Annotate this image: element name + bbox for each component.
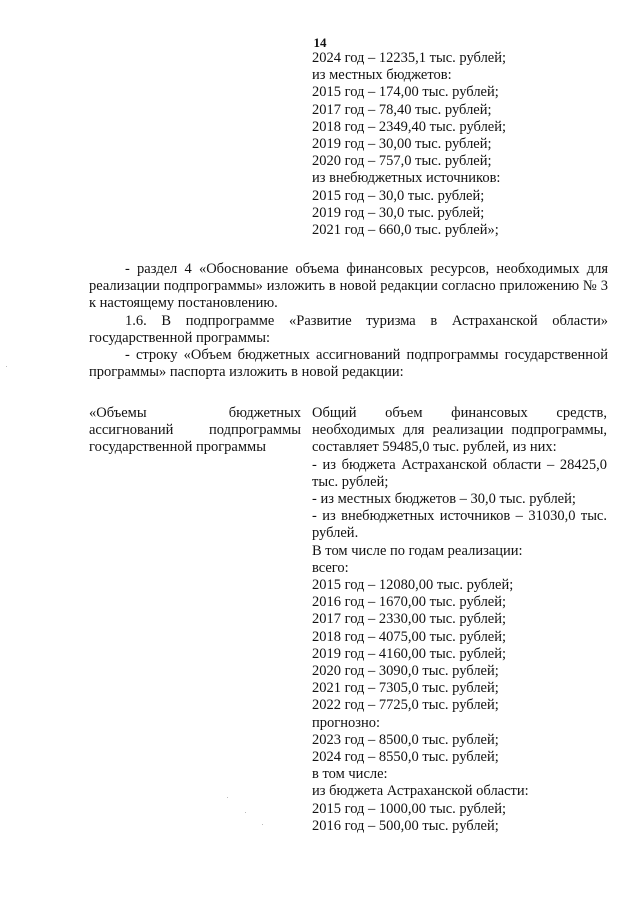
scan-speck	[6, 366, 7, 367]
funding-regional: - из бюджета Астраханской области – 28425,0 тыс. рублей;	[312, 456, 607, 490]
value-line: 2016 год – 1670,00 тыс. рублей;	[312, 594, 507, 611]
list-line: из внебюджетных источников:	[312, 170, 501, 187]
funding-local: - из местных бюджетов – 30,0 тыс. рублей;	[312, 491, 576, 508]
list-line: 2020 год – 757,0 тыс. рублей;	[312, 153, 492, 170]
list-line: 2019 год – 30,00 тыс. рублей;	[312, 136, 492, 153]
list-line: 2021 год – 660,0 тыс. рублей»;	[312, 222, 499, 239]
value-line: 2015 год – 12080,00 тыс. рублей;	[312, 577, 514, 594]
list-line: 2015 год – 30,0 тыс. рублей;	[312, 187, 485, 204]
total-funding-text: Общий объем финансовых средств, необходимых для реализации подпрограммы, составляет 59485,0 тыс. рублей, из них:	[312, 405, 607, 456]
list-line: из местных бюджетов:	[312, 67, 452, 84]
value-line: 2017 год – 2330,00 тыс. рублей;	[312, 611, 507, 628]
value-line: из бюджета Астраханской области:	[312, 783, 529, 800]
value-line: всего:	[312, 559, 349, 576]
list-line: 2015 год – 174,00 тыс. рублей;	[312, 84, 499, 101]
list-line: 2024 год – 12235,1 тыс. рублей;	[312, 50, 507, 66]
value-line: 2016 год – 500,00 тыс. рублей;	[312, 817, 499, 834]
table-row-value	[312, 405, 607, 835]
value-line: 2020 год – 3090,0 тыс. рублей;	[312, 663, 499, 680]
table-row-label: «Объемы бюджетных ассигнований подпрограммы государственной программы	[89, 405, 301, 456]
value-line: в том числе:	[312, 766, 388, 783]
body-text	[89, 261, 608, 381]
scan-speck	[245, 812, 246, 813]
value-line: 2022 год – 7725,0 тыс. рублей;	[312, 697, 499, 714]
value-line: прогнозно:	[312, 714, 380, 731]
funding-extrabudgetary: - из внебюджетных источников – 31030,0 тыс. рублей.	[312, 508, 607, 542]
value-line: 2021 год – 7305,0 тыс. рублей;	[312, 680, 499, 697]
list-line: 2017 год – 78,40 тыс. рублей;	[312, 101, 492, 118]
paragraph-1-6: 1.6. В подпрограмме «Развитие туризма в Астраханской области» государственной программы:	[89, 312, 608, 346]
page-number: 14	[313, 35, 327, 50]
list-line: 2019 год – 30,0 тыс. рублей;	[312, 204, 485, 221]
value-line: 2019 год – 4160,00 тыс. рублей;	[312, 645, 507, 662]
value-line: 2015 год – 1000,00 тыс. рублей;	[312, 800, 507, 817]
paragraph-passport-row: - строку «Объем бюджетных ассигнований подпрограммы государственной программы» паспорта изложить в новой редакции:	[89, 347, 608, 381]
paragraph-section-4: - раздел 4 «Обоснование объема финансовых ресурсов, необходимых для реализации подпрограммы» изложить в новой редакции согласно приложению № 3 к настоящему постановлению.	[89, 261, 608, 312]
funding-list-continued	[312, 50, 612, 239]
scan-speck	[262, 824, 263, 825]
value-line: 2024 год – 8550,0 тыс. рублей;	[312, 749, 499, 766]
value-line: В том числе по годам реализации:	[312, 542, 523, 559]
value-line: 2023 год – 8500,0 тыс. рублей;	[312, 731, 499, 748]
value-line: 2018 год – 4075,00 тыс. рублей;	[312, 628, 507, 645]
scan-speck	[227, 797, 228, 798]
list-line: 2018 год – 2349,40 тыс. рублей;	[312, 118, 507, 135]
